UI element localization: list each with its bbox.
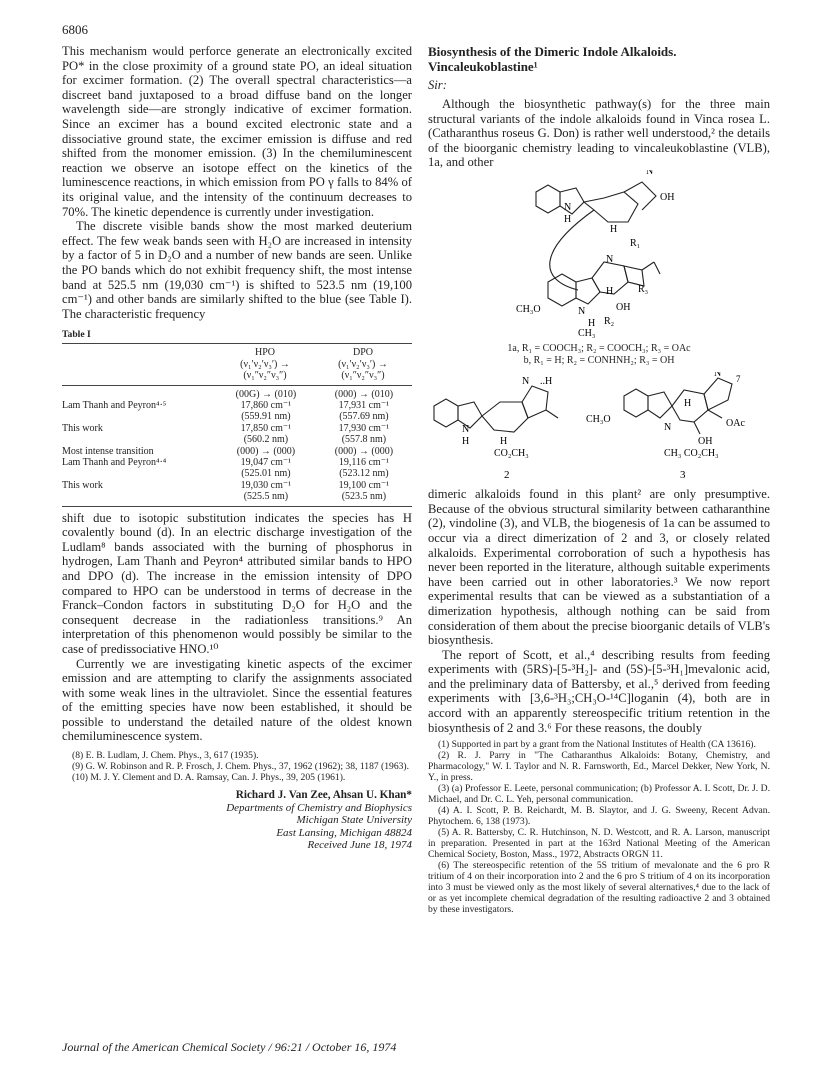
table-cell-hpo: (525.01 nm) [241,468,291,480]
struct2-azepine-ring [482,402,528,432]
struct3-number: 3 [680,469,686,482]
struct2-benzene-ring [434,399,458,427]
table-cell-label: Lam Thanh and Peyron⁴·⁴ [62,456,167,468]
table-cell-dpo: 19,116 cm⁻¹ [338,456,389,468]
struct2-n: N [462,424,470,436]
footnote-1: (1) Supported in part by a grant from the National Institutes of Health (CA 13616). [438,739,756,751]
table-header-dpo-sub2: (ν₁″ν₂″ν₃″) [341,370,385,382]
struct1-r3: R₃ [638,283,649,295]
footnote-4: (4) A. I. Scott, P. B. Reichardt, M. B. Slaytor, and J. G. Sweeny, Recent Advan. Phytochem. 6, 138 (1973). [428,805,770,828]
footnote-5: (5) A. R. Battersby, C. R. Hutchinson, N. D. Westcott, and R. A. Larson, manuscript in preparation. Presented in part at the 163rd National Meeting of the American Chemical Society, Boston, Mass., 1972, Abstracts ORGN 11. [428,827,770,861]
salutation: Sir: [428,78,447,92]
struct1-r2: R₂ [604,315,615,327]
table-header-hpo-sub1: (ν₁′ν₂′ν₃′) → [240,358,290,370]
table-cell-label [62,434,216,445]
struct2-number: 2 [504,469,510,482]
table-cell-dpo: (557.69 nm) [339,411,389,423]
table-cell-hpo: (560.2 nm) [243,434,289,446]
table-row [62,457,412,468]
struct1-h2-upper: H [610,223,618,235]
left-column [62,44,412,852]
table-cell-hpo: 17,860 cm⁻¹ [240,399,292,411]
footnote-6: (6) The stereospecific retention of the 5S tritium of mevalonate and the 6 pro R tritium of 4 on their incorporation into 2 and the 6 pro S tritium of 4 on its incorporation into 3 must be viewed only as the most likely of several alternatives,⁴ due to the lack of or as yet incomplete chemical degradation of the resulting radioactive 2 and 3 obtained by these investigators. [428,860,770,916]
struct2-n-top: N [522,376,530,388]
struct2-bicyclic-ring [522,386,548,418]
table-cell-label: Most intense transition [62,445,154,457]
table-row [62,400,412,411]
struct1-r1: R₁ [630,237,641,249]
struct1-h-indoline: H [588,317,596,329]
table-row [62,446,412,457]
table-cell-dpo: (557.8 nm) [341,434,387,446]
struct3-ring-d [704,378,732,410]
table-cell-label: This work [62,479,103,491]
table-cell-hpo: 17,850 cm⁻¹ [240,422,292,434]
struct3-n: N [664,422,672,434]
struct3-ch3-co2ch3: CH₃ CO₂CH₃ [664,448,719,460]
caption-line-1a: 1a, R₁ = COOCH₃; R₂ = COOCH₃; R₃ = OAc [507,342,691,354]
article-title-line2: Vincaleukoblastine¹ [428,59,538,74]
struct3-oh: OH [698,436,713,448]
table-cell-dpo: 17,931 cm⁻¹ [338,399,390,411]
struct1-n-top: N [646,169,654,177]
struct1-n-upper: N [564,201,572,213]
left-paragraph-4: Currently we are investigating kinetic aspects of the excimer emission and are attempting to clarify the assignments associated with some weak lines in the ultraviolet. Since the essential features of the emitting species have now been established, it should be possible to understand the detailed nature of the oldest known chemiluminescence system. [62,656,412,744]
footnote-9: (9) G. W. Robinson and R. P. Frosch, J. Chem. Phys., 37, 1962 (1962); 38, 1187 (1963). [72,761,410,773]
signature-block [62,789,412,852]
struct2-co2ch3: CO₂CH₃ [494,448,529,460]
struct3-ch3o: CH₃O [586,414,611,426]
affiliation-univ: Michigan State University [296,814,412,827]
struct2-h: H [462,436,470,448]
struct3-oac: OAc [726,418,745,430]
struct1-h-lower: H [606,285,614,297]
table-rule-mid [62,385,412,386]
table-cell-dpo: 17,930 cm⁻¹ [338,422,390,434]
table-cell-dpo: (523.12 nm) [339,468,389,480]
interunit-bond [550,210,594,290]
table-body [62,389,412,503]
table-header-hpo-sub2: (ν₁″ν₂″ν₃″) [243,370,287,382]
table-row [62,423,412,434]
right-paragraph-3: The report of Scott, et al.,⁴ describing results from feeding experiments with (5RS)-[5-³H₂]- and (5S)-[5-³H₁]mevalonic acid, and the preliminary data of Battersby, et al.,⁵ derived from feeding experiments with [3,6-³H₃;CH₃O-¹⁴C]loganin (4), both are in accord with an apparently stereospecific tritium retention in the biosynthesis of 2 and 3.⁶ For these reasons, the doubly [428,647,770,735]
struct2-h2: H [500,436,508,448]
struct1-n-lower: N [606,253,614,265]
table-cell-label [62,491,216,502]
affiliation-city: East Lansing, Michigan 48824 [276,826,412,839]
table-cell-hpo: (00G) → (010) [235,388,297,400]
table-cell-label [62,411,216,422]
table-rule-top [62,343,412,344]
authors: Richard J. Van Zee, Ahsan U. Khan* [235,789,412,802]
struct1-ch3o: CH₃O [516,303,541,315]
right-paragraph-1: Although the biosynthetic pathway(s) for the three main structural variants of the indole alkaloids found in Vinca rosea L. (Catharanthus roseus G. Don) is rather well understood,² the details of the bioorganic chemistry leading to vincaleukoblastine (VLB), 1a, and other [428,97,770,170]
structure-1-caption [428,343,770,366]
struct1-ch3: CH₃ [578,327,596,339]
table-row [62,411,412,422]
footnote-8: (8) E. B. Ludlam, J. Chem. Phys., 3, 617 (1935). [72,750,259,762]
affiliation-dept: Departments of Chemistry and Biophysics [226,801,412,814]
footnote-3: (3) (a) Professor E. Leete, personal communication; (b) Professor A. I. Scott, Dr. J. D. Michael, and Dr. C. L. Yeh, personal communication. [428,783,770,806]
struct3-h: H [684,398,692,410]
table-cell-hpo: (525.5 nm) [243,491,289,503]
footnote-2: (2) R. J. Parry in "The Catharanthus Alkaloids: Botany, Chemistry, and Pharmacology," W. I. Taylor and N. R. Farnsworth, Ed., Marcel Dekker, New York, N. Y., in press. [428,750,770,784]
struct3-seven: 7 [736,374,741,385]
page-number: 6806 [62,22,88,37]
table-cell-label: Lam Thanh and Peyron⁴·⁵ [62,399,167,411]
structures-2-3-figure [428,372,770,482]
table-cell-dpo: (523.5 nm) [341,491,387,503]
table-row [62,468,412,479]
struct1-oh-upper: OH [660,191,675,203]
upper-macrocycle [584,192,638,222]
footnote-10: (10) M. J. Y. Clement and D. A. Ramsay, Can. J. Phys., 39, 205 (1961). [72,772,346,784]
right-paragraph-2: dimeric alkaloids found in this plant² are only presumptive. Because of the obvious structural similarity between catharanthine (2), vindoline (3), and VLB, the biogenesis of 1a can be assumed to occur via a direct dimerization of 2 and 3, or closely related alkaloids. Experimental corroboration of such a hypothesis has never been reported in the literature, although suitable experiments have been carried out in other laboratories.³ We now report experimental results that can be viewed as a substantiation of a dimerization hypothesis, although nothing can be said from consideration of them about the precise bioorganic details of VLB's biosynthesis. [428,487,770,648]
table-cell-label [62,468,216,479]
table-cell-dpo: (000) → (000) [334,445,394,457]
article-title-line1: Biosynthesis of the Dimeric Indole Alkaloids. [428,44,677,59]
table-row [62,434,412,445]
table-cell-hpo: (000) → (000) [236,445,296,457]
right-column [428,44,770,915]
left-paragraph-2: The discrete visible bands show the most marked deuterium effect. The few weak bands seen with H₂O are increased in intensity by a factor of 5 in D₂O and a number of new bands are seen. Unlike the PO bands which do not exhibit frequency shift, the most intense band at 525.5 nm (19,030 cm⁻¹) is shifted to 523.5 nm (19,100 cm⁻¹) and other bands are similarly shifted to the blue (see Table I). The characteristic frequency [62,219,412,321]
lower-benzene-ring [548,274,576,306]
struct2-two-h: ..H [540,376,553,388]
table-1 [62,347,412,381]
struct1-h-upper: H [564,213,572,225]
upper-benzene-ring [536,185,560,213]
table-cell-label [62,389,216,400]
left-paragraph-1: This mechanism would perforce generate an electronically excited PO* in the close proximity of a ground state PO, an ideal situation for excimer formation. (2) The overall spectral characteristics—a discreet band juxtaposed to a broad diffuse band on the longer wavelength side—are strongly indicative of excimer formation. Since an excimer has a bound excited electronic state and a dissociative ground state, the excimer emission is diffuse and red shifted from the monomer emission. (3) In the chemiluminescent reaction we observe an isotope effect on the kinetics of the luminescence reactions, in which emission from PO γ falls to 84% of its original value, and the intensity of the continuum decreases to 70%. The kinetic dependence is currently under investigation. [62,44,412,219]
struct1-n-indoline: N [578,305,586,317]
table-rule-bottom [62,506,412,507]
lower-pyrrole-ring [576,278,600,304]
caption-line-1b: b, R₁ = H; R₂ = CONHNH₂; R₃ = OH [523,354,675,366]
struct3-n-top: N [714,372,722,380]
struct3-benzene-ring [624,389,648,417]
struct1-oh-lower: OH [616,301,631,313]
journal-footer: Journal of the American Chemical Society / 96:21 / October 16, 1974 [62,1040,397,1054]
table-title: Table I [62,329,91,341]
table-cell-hpo: (559.91 nm) [241,411,291,423]
structure-1-figure [428,170,770,340]
table-row [62,491,412,502]
table-header-hpo: HPO [254,347,275,359]
struct3-pyrrole-ring [648,392,672,418]
left-paragraph-3: shift due to isotopic substitution indicates the species has H covalently bound (d). In an electric discharge investigation of the Ludlam⁸ bands associated with the burning of phosphorus in hydrogen, Lam Thanh and Peyron⁴ attributed similar bands to HPO and DPO (d). The increase in the emission intensity of DPO compared to HPO can be understood in terms of decrease in the Franck–Condon factors in substituting D₂O for H₂O and the consequent decrease in the radiationless transitions.⁹ An interpretation of this phenomenon would possibly be similar to the case of predissociative HNO.¹⁰ [62,510,412,656]
table-row [62,389,412,400]
table-cell-dpo: (000) → (010) [334,388,394,400]
table-header-dpo: DPO [352,347,373,359]
table-cell-label: This work [62,422,103,434]
table-row [62,480,412,491]
table-cell-hpo: 19,047 cm⁻¹ [240,456,292,468]
table-cell-hpo: 19,030 cm⁻¹ [240,479,292,491]
table-cell-dpo: 19,100 cm⁻¹ [338,479,390,491]
received-date: Received June 18, 1974 [307,839,412,852]
table-header-dpo-sub1: (ν₁′ν₂′ν₃′) → [338,358,388,370]
